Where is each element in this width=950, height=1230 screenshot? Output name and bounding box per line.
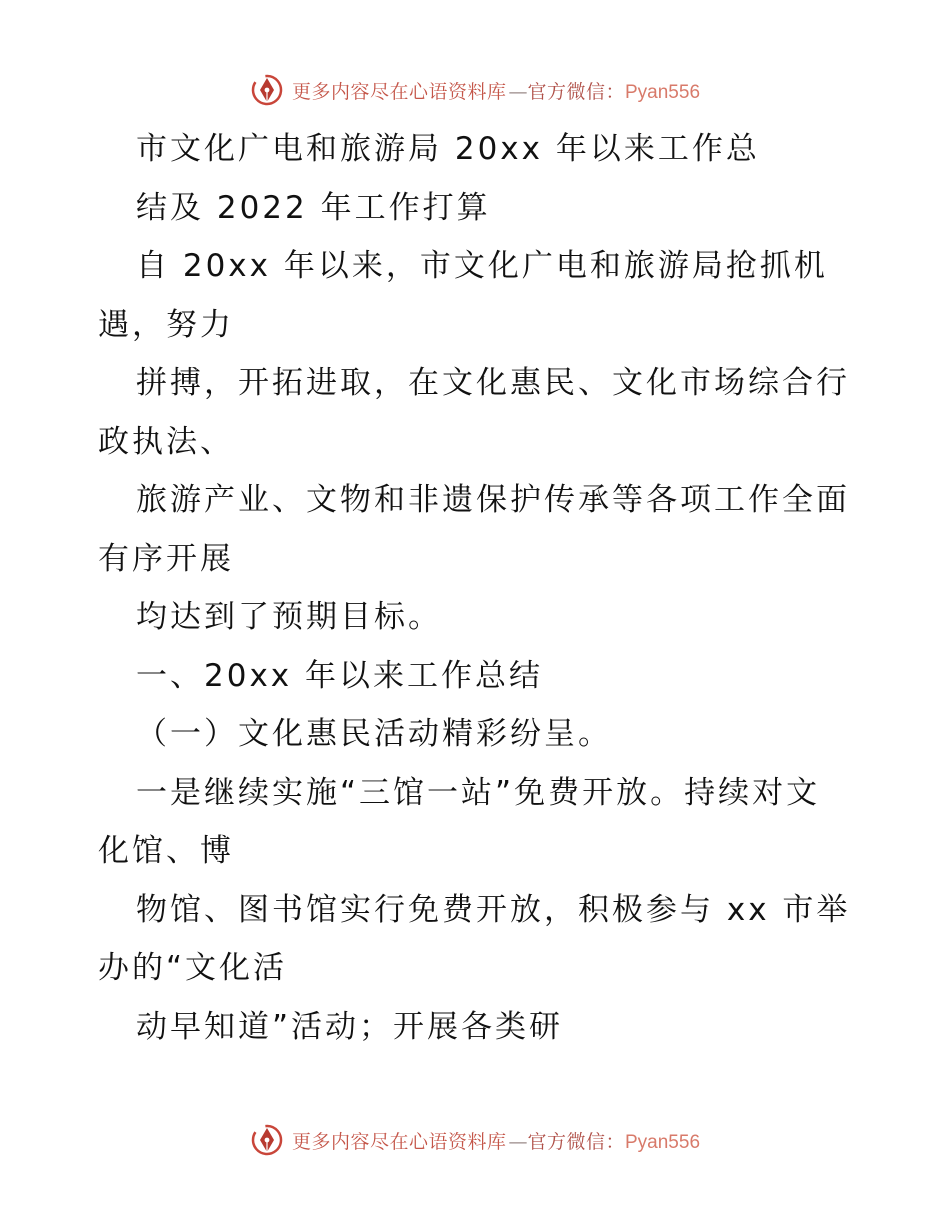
doc-line: 旅游产业、文物和非遗保护传承等各项工作全面	[136, 482, 850, 518]
doc-line: 一是继续实施“三馆一站”免费开放。持续对文	[136, 774, 821, 811]
doc-line: 办的“文化活	[98, 950, 288, 986]
doc-line: 遇，努力	[98, 306, 234, 343]
doc-line: 有序开展	[98, 540, 234, 577]
doc-line: 结及 2022 年工作打算	[136, 189, 491, 226]
banner-wechat-id: Pyan556	[625, 81, 701, 103]
footer-banner	[0, 1120, 950, 1160]
header-banner	[0, 70, 950, 110]
doc-line: 一、20xx 年以来工作总结	[136, 657, 543, 694]
doc-line: 均达到了预期目标。	[136, 599, 442, 635]
doc-line: 拼搏，开拓进取，在文化惠民、文化市场综合行	[136, 365, 850, 401]
pen-nib-logo-icon	[250, 73, 284, 107]
banner-text	[292, 77, 700, 104]
banner-text	[292, 1127, 700, 1154]
banner-separator: —	[508, 1130, 526, 1153]
document-body	[98, 120, 858, 1056]
doc-line: 化馆、博	[98, 833, 234, 869]
banner-separator: —	[508, 80, 526, 103]
doc-line: 市文化广电和旅游局 20xx 年以来工作总	[136, 131, 760, 167]
doc-line: （一）文化惠民活动精彩纷呈。	[136, 716, 612, 752]
banner-label: 官方微信：	[527, 80, 625, 103]
banner-slogan: 更多内容尽在心语资料库	[291, 1130, 507, 1153]
banner-label: 官方微信：	[527, 1130, 625, 1153]
banner-wechat-id: Pyan556	[625, 1131, 701, 1153]
doc-line: 自 20xx 年以来，市文化广电和旅游局抢抓机	[136, 248, 828, 284]
doc-line: 物馆、图书馆实行免费开放，积极参与 xx 市举	[136, 891, 851, 928]
pen-nib-logo-icon	[250, 1123, 284, 1157]
doc-line: 政执法、	[98, 423, 234, 460]
doc-line: 动早知道”活动；开展各类研	[136, 1008, 564, 1045]
banner-slogan: 更多内容尽在心语资料库	[291, 80, 507, 103]
